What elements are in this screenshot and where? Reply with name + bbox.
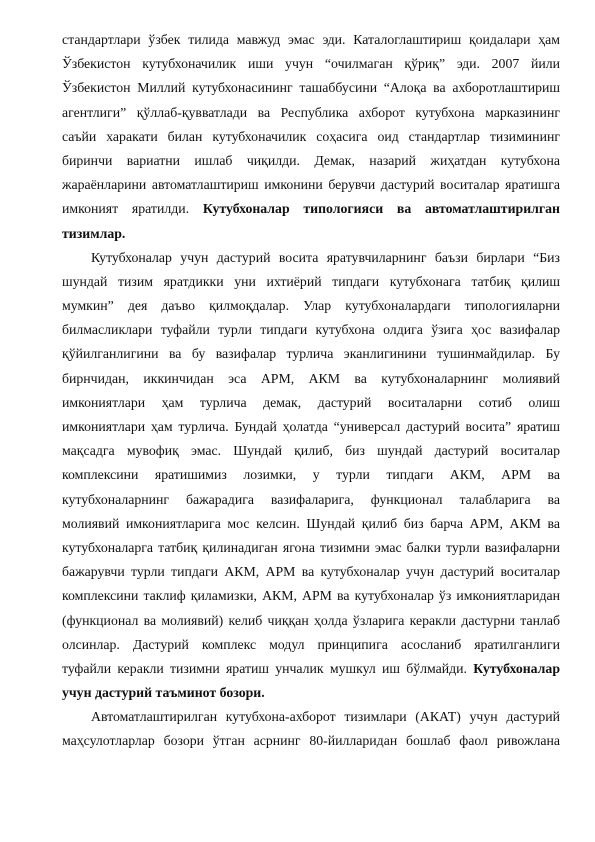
text-line xyxy=(62,76,560,100)
line-text: стандартлари ўзбек тилида мавжуд эмас эди. Каталоглаштириш қоидалари ҳам xyxy=(62,32,560,47)
text-line xyxy=(62,52,560,76)
line-text: Ўзбекистон кутубхоначилик иши учун “очилмаган қўриқ” эди. 2007 йили xyxy=(62,56,560,72)
text-line xyxy=(62,318,560,342)
line-text: комплексини таклиф қиламизки, АКМ, АРМ ва кутубхоналар ўз имкониятларидан xyxy=(62,588,560,604)
line-text: билмасликлари туфайли турли типдаги кутубхона олдига ўзига ҳос вазифалар xyxy=(62,322,560,338)
text-line xyxy=(62,391,560,415)
text-line xyxy=(62,536,560,560)
line-text: бирнчидан, иккинчидан эса АРМ, АКМ ва кутубхоналарнинг молиявий xyxy=(62,370,560,386)
text-line xyxy=(62,488,560,512)
line-text: шундай тизим яратдикки уни ихтиёрий типдаги кутубхонага татбиқ қилиш xyxy=(62,273,560,289)
text-line xyxy=(62,609,560,633)
text-line xyxy=(62,270,560,294)
text-line xyxy=(62,657,560,681)
line-text: Кутубхоналар учун дастурий восита яратувчиларнинг баъзи бирлари “Биз xyxy=(91,249,560,265)
text-line xyxy=(62,101,560,125)
line-text: мумкин” дея даъво қилмоқдалар. Улар кутубхоналардаги типологияларни xyxy=(62,298,560,314)
line-text: имкониятлари ҳам турлича. Бундай ҳолатда “универсал дастурий восита” яратиш xyxy=(62,419,560,434)
text-line xyxy=(62,367,560,391)
text-line xyxy=(62,729,560,753)
bold-heading-text: Кутубхоналар xyxy=(467,660,560,676)
line-text: қўйилганлигини ва бу вазифалар турлича эканлигинини тушинмайдилар. Бу xyxy=(62,346,560,362)
text-line xyxy=(62,149,560,173)
line-text: Ўзбекистон Миллий кутубхонасининг ташаббусини “Алоқа ва ахборотлаштириш xyxy=(62,80,560,96)
line-text: кутубхоналарга татбиқ қилинадиган ягона тизимни эмас балки турли вазифаларни xyxy=(62,539,560,555)
text-line xyxy=(62,342,560,366)
line-text: туфайли керакли тизимни яратиш унчалик мушкул иш бўлмайди. xyxy=(62,660,467,676)
bold-heading-text: учун дастурий таъминот бозори. xyxy=(62,685,265,701)
text-line xyxy=(62,294,560,318)
line-text: мақсадга мувофиқ эмас. Шундай қилиб, биз шундай дастурий воситалар xyxy=(62,443,560,459)
line-text: молиявий имкониятларига мос келсин. Шундай қилиб биз барча АРМ, АКМ ва xyxy=(62,515,560,531)
text-line xyxy=(62,246,560,270)
line-text: жараёнларини автоматлаштириш имконини берувчи дастурий воситалар яратишга xyxy=(62,177,560,193)
line-text: агентлиги” қўллаб-қувватлади ва Республика ахборот кутубхона марказининг xyxy=(62,104,560,120)
text-line xyxy=(62,512,560,536)
line-text: Автоматлаштирилган кутубхона-ахборот тизимлари (АКАТ) учун дастурий xyxy=(91,709,560,725)
bold-heading-text: тизимлар. xyxy=(62,225,126,241)
text-line xyxy=(62,222,560,246)
text-line xyxy=(62,173,560,197)
line-text: маҳсулотларлар бозори ўтган асрнинг 80-йилларидан бошлаб фаол ривожлана xyxy=(62,733,560,749)
line-text: (функционал ва молиявий) келиб чиққан ҳолда ўзларига керакли дастурни танлаб xyxy=(62,612,560,628)
line-text: имконият яратилди. xyxy=(62,201,190,217)
bold-heading-text: Кутубхоналар типологияси ва автоматлаштирилган xyxy=(189,201,560,217)
text-line xyxy=(62,681,560,705)
line-text: бажарувчи турли типдаги АКМ, АРМ ва кутубхоналар учун дастурий воситалар xyxy=(62,564,560,580)
line-text: олсинлар. Дастурий комплекс модул принципига асосланиб яратилганлиги xyxy=(62,636,560,652)
document-page xyxy=(62,28,560,754)
text-line xyxy=(62,439,560,463)
line-text: имкониятлари ҳам турлича демак, дастурий воситаларни сотиб олиш xyxy=(62,394,560,410)
text-line xyxy=(62,584,560,608)
text-line xyxy=(62,125,560,149)
text-line xyxy=(62,705,560,729)
line-text: кутубхоналарнинг бажарадига вазифаларига, функционал талабларига ва xyxy=(62,491,560,507)
line-text: саъйи харакати билан кутубхоначилик соҳасига оид стандартлар тизимининг xyxy=(62,128,560,144)
text-line xyxy=(62,415,560,439)
line-text: биринчи вариатни ишлаб чиқилди. Демак, назарий жиҳатдан кутубхона xyxy=(62,152,560,168)
text-line xyxy=(62,560,560,584)
text-line xyxy=(62,463,560,487)
text-line xyxy=(62,633,560,657)
line-text: комплексини яратишимиз лозимки, у турли типдаги АКМ, АРМ ва xyxy=(62,467,560,483)
text-line xyxy=(62,28,560,52)
text-line xyxy=(62,197,560,221)
